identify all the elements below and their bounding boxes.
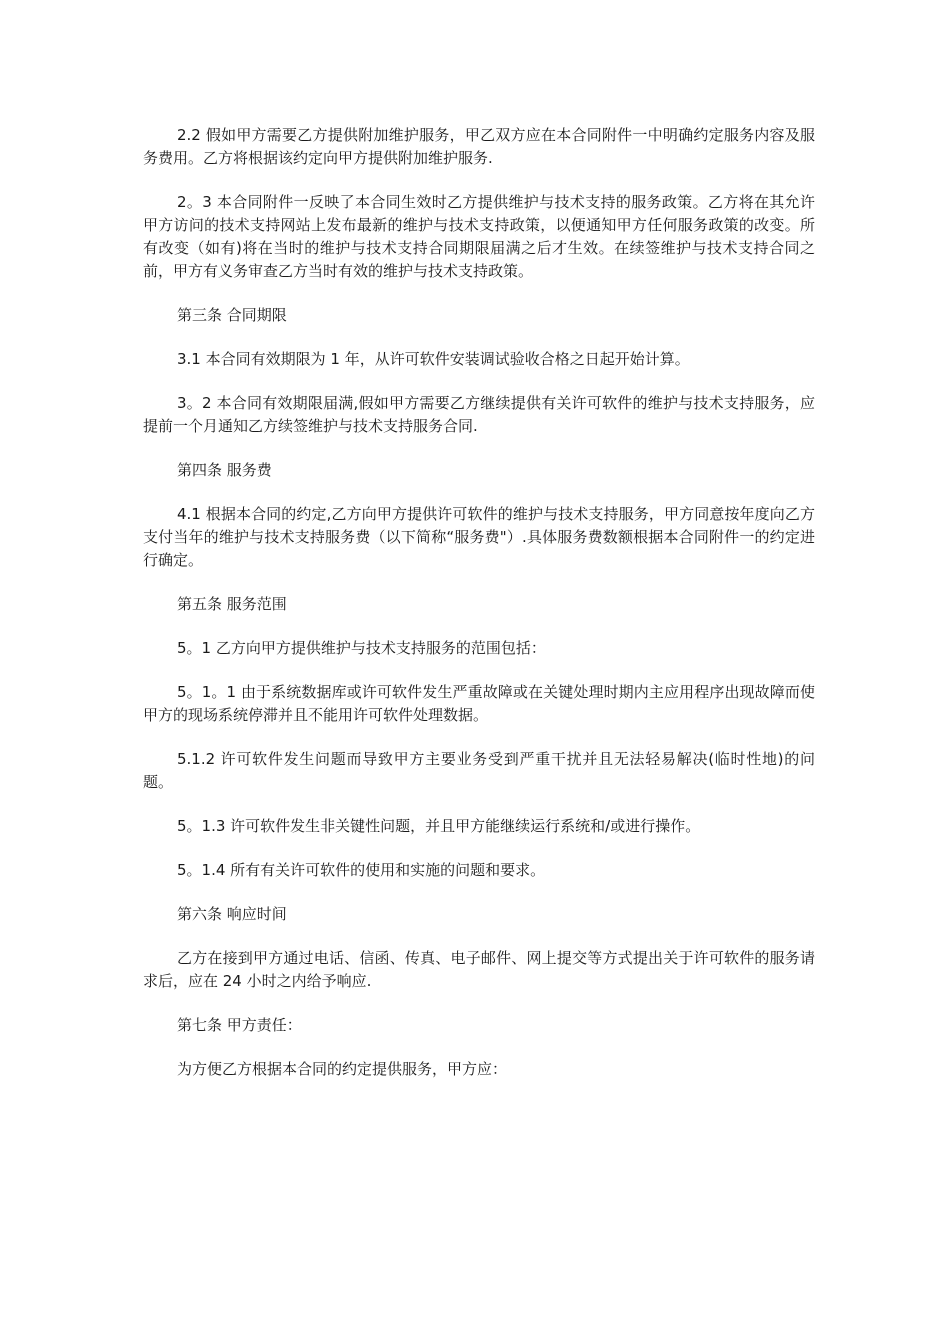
- clause-2-3: 2。3 本合同附件一反映了本合同生效时乙方提供维护与技术支持的服务政策。乙方将在其允许甲方访问的技术支持网站上发布最新的维护与技术支持政策，以便通知甲方任何服务政策的改变。所有改变（如有)将在当时的维护与技术支持合同期限届满之后才生效。在续签维护与技术支持合同之前，甲方有义务审查乙方当时有效的维护与技术支持政策。: [143, 193, 815, 280]
- clause-5-1-2: 5.1.2 许可软件发生问题而导致甲方主要业务受到严重干扰并且无法轻易解决(临时性地)的问题。: [143, 750, 815, 791]
- clause-2-2: 2.2 假如甲方需要乙方提供附加维护服务，甲乙双方应在本合同附件一中明确约定服务内容及服务费用。乙方将根据该约定向甲方提供附加维护服务.: [143, 126, 815, 167]
- article-6-heading: 第六条 响应时间: [177, 905, 287, 923]
- document-body: [143, 124, 815, 1102]
- party-a-duties-intro: 为方便乙方根据本合同的约定提供服务，甲方应：: [177, 1060, 508, 1078]
- clause-5-1: 5。1 乙方向甲方提供维护与技术支持服务的范围包括：: [177, 639, 546, 657]
- clause-5-1-4: 5。1.4 所有有关许可软件的使用和实施的问题和要求。: [177, 861, 546, 879]
- clause-4-1: 4.1 根据本合同的约定,乙方向甲方提供许可软件的维护与技术支持服务，甲方同意按年度向乙方支付当年的维护与技术支持服务费（以下简称“服务费"）.具体服务费数额根据本合同附件一的约定进行确定。: [143, 505, 815, 569]
- clause-3-1: 3.1 本合同有效期限为 1 年，从许可软件安装调试验收合格之日起开始计算。: [177, 350, 690, 368]
- response-time-paragraph: 乙方在接到甲方通过电话、信函、传真、电子邮件、网上提交等方式提出关于许可软件的服务请求后，应在 24 小时之内给予响应.: [143, 949, 815, 990]
- clause-5-1-3: 5。1.3 许可软件发生非关键性问题，并且甲方能继续运行系统和/或进行操作。: [177, 817, 701, 835]
- article-5-heading: 第五条 服务范围: [177, 595, 287, 613]
- article-4-heading: 第四条 服务费: [177, 461, 272, 479]
- clause-5-1-1: 5。1。1 由于系统数据库或许可软件发生严重故障或在关键处理时期内主应用程序出现故障而使甲方的现场系统停滞并且不能用许可软件处理数据。: [143, 683, 815, 724]
- clause-3-2: 3。2 本合同有效期限届满,假如甲方需要乙方继续提供有关许可软件的维护与技术支持服务，应提前一个月通知乙方续签维护与技术支持服务合同.: [143, 394, 815, 435]
- article-7-heading: 第七条 甲方责任：: [177, 1016, 302, 1034]
- article-3-heading: 第三条 合同期限: [177, 306, 287, 324]
